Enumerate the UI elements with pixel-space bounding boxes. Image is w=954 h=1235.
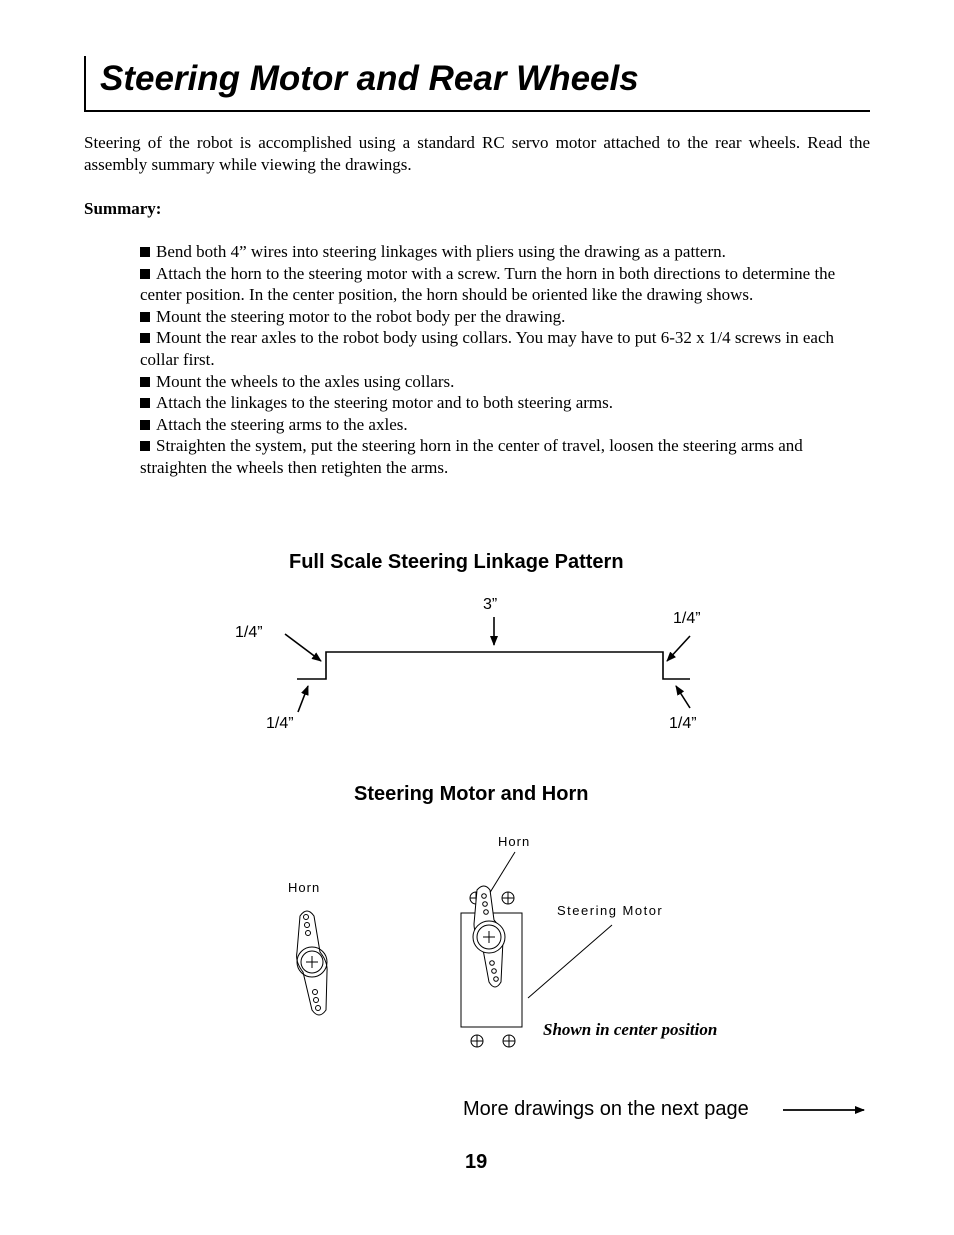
horn-drawing [288, 880, 327, 1015]
horn-label-right: Horn [498, 834, 531, 849]
page-title: Steering Motor and Rear Wheels [100, 59, 639, 98]
list-item-text: Straighten the system, put the steering horn in the center of travel, loosen the steering arms and straighten the wheels then retighten the arms. [140, 436, 803, 477]
summary-heading: Summary: [84, 199, 162, 218]
arrow-bottom-left [298, 686, 308, 712]
list-item-text: Mount the rear axles to the robot body using collars. You may have to put 6-32 x 1/4 screws in each collar first. [140, 328, 834, 369]
list-item-text: Attach the steering arms to the axles. [156, 414, 408, 434]
list-item-text: Attach the linkages to the steering motor and to both steering arms. [156, 393, 613, 413]
motor-section-title: Steering Motor and Horn [354, 783, 589, 805]
list-item-text: Mount the steering motor to the robot body per the drawing. [156, 306, 566, 326]
dimension-label-bottom-right: 1/4” [669, 715, 697, 732]
more-drawings-note: More drawings on the next page [463, 1098, 749, 1120]
steering-motor-drawing [461, 834, 663, 1047]
screw-icon [503, 1035, 515, 1047]
center-position-caption: Shown in center position [543, 1020, 718, 1039]
horn-label-left: Horn [288, 880, 321, 895]
motor-leader-line [528, 925, 612, 998]
page-number: 19 [465, 1151, 488, 1173]
dimension-label-top-right: 1/4” [673, 610, 701, 627]
linkage-section-title: Full Scale Steering Linkage Pattern [289, 551, 624, 573]
list-item-text: Mount the wheels to the axles using collars. [156, 371, 455, 391]
arrow-bottom-right [676, 686, 690, 708]
linkage-wire [297, 652, 690, 679]
steering-motor-label: Steering Motor [557, 903, 664, 918]
list-item-text: Attach the horn to the steering motor with a screw. Turn the horn in both directions to determine the center position. In the center position, the horn should be oriented like the drawing shows. [140, 263, 836, 305]
arrow-top-right [667, 636, 690, 661]
screw-icon [471, 1035, 483, 1047]
screw-icon [502, 892, 514, 904]
dimension-label-3in: 3” [483, 596, 498, 613]
dimension-label-bottom-left: 1/4” [266, 715, 294, 732]
arrow-top-left [285, 634, 321, 661]
intro-paragraph: Steering of the robot is accomplished using a standard RC servo motor attached to the rear wheels. Read the assembly summary while viewing the drawings. [84, 133, 870, 174]
linkage-diagram [235, 596, 701, 732]
list-item-text: Bend both 4” wires into steering linkages with pliers using the drawing as a pattern. [156, 242, 726, 261]
dimension-label-top-left: 1/4” [235, 624, 263, 641]
